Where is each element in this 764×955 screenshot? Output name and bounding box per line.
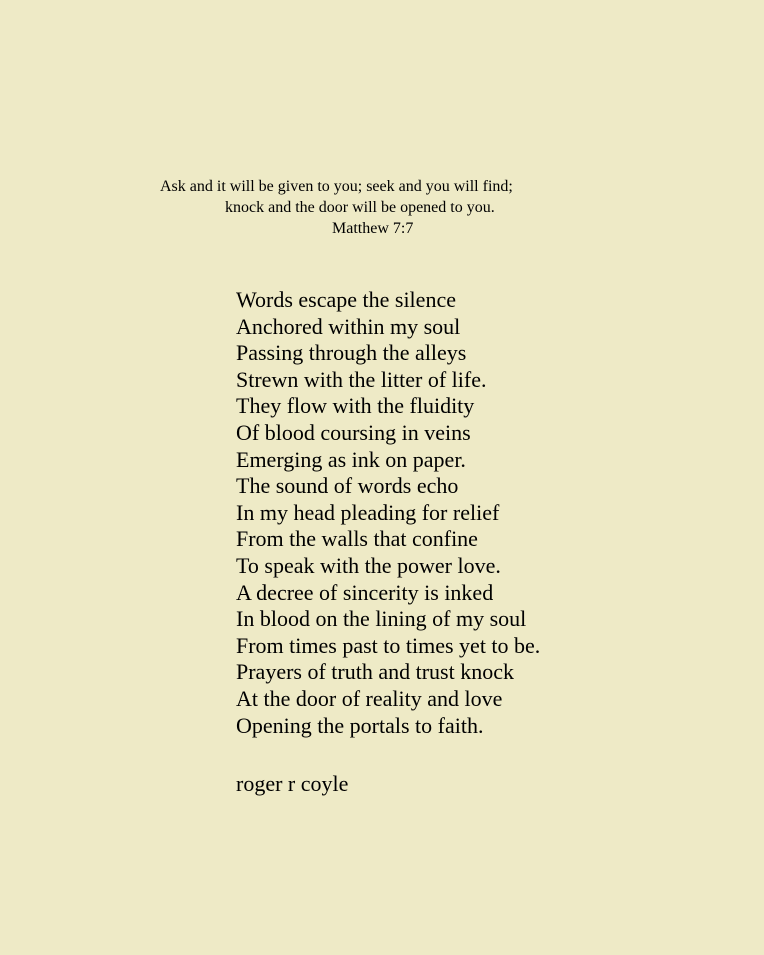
poem-line: At the door of reality and love — [236, 685, 503, 711]
poem-line: From times past to times yet to be. — [236, 632, 541, 658]
poem-line: To speak with the power love. — [236, 552, 501, 578]
poem-line: From the walls that confine — [236, 526, 478, 552]
poem-line: Anchored within my soul — [236, 313, 461, 339]
epigraph-line: Ask and it will be given to you; seek and you will find; — [160, 178, 513, 195]
poem-line: The sound of words echo — [236, 473, 459, 499]
poem-line: Strewn with the litter of life. — [236, 366, 487, 392]
poem-line: Emerging as ink on paper. — [236, 446, 466, 472]
poem-line: Of blood coursing in veins — [236, 419, 471, 445]
author-signature: roger r coyle — [236, 771, 349, 796]
poem-line: A decree of sincerity is inked — [236, 579, 494, 605]
poem-line: Prayers of truth and trust knock — [236, 659, 514, 685]
poem-line: In my head pleading for relief — [236, 499, 500, 525]
epigraph-line: knock and the door will be opened to you. — [225, 199, 495, 216]
poem-line: Passing through the alleys — [236, 340, 467, 366]
poem-line: They flow with the fluidity — [236, 393, 475, 419]
poem-line: In blood on the lining of my soul — [236, 606, 527, 632]
epigraph-citation: Matthew 7:7 — [332, 220, 414, 237]
poem — [236, 287, 540, 739]
poem-line: Opening the portals to faith. — [236, 712, 484, 738]
poem-line: Words escape the silence — [236, 287, 456, 312]
